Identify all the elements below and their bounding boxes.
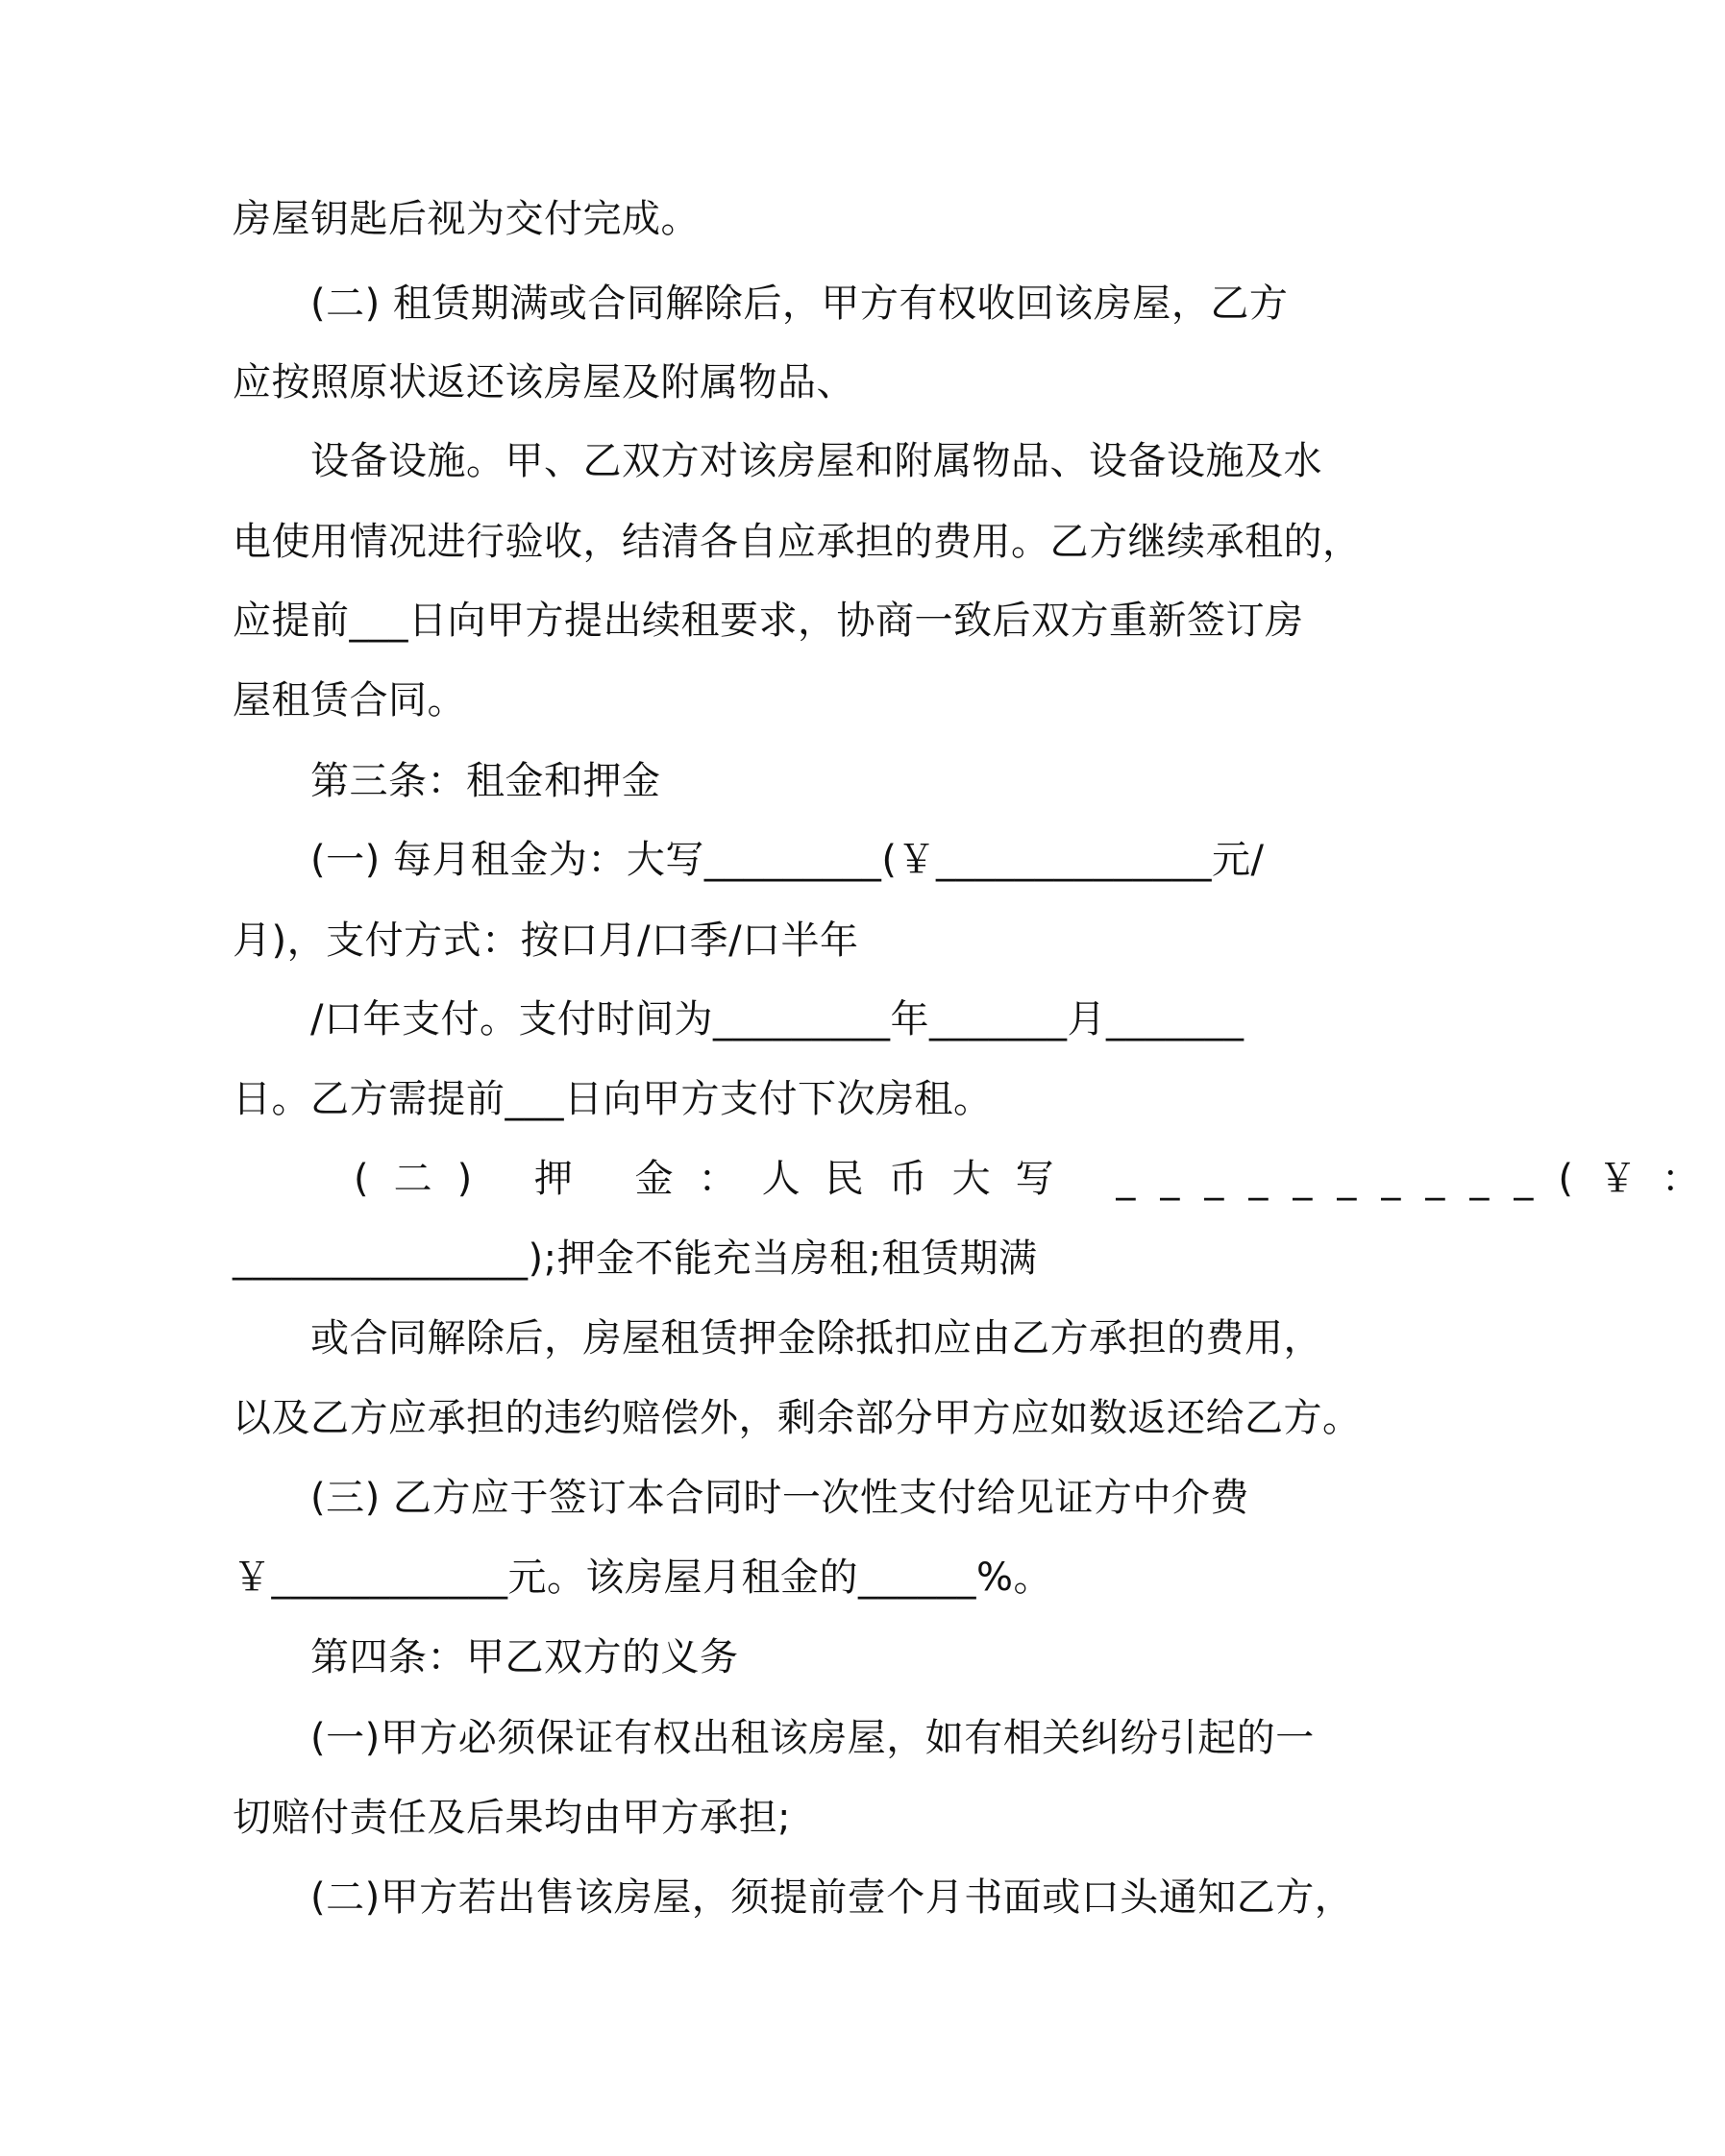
text-line: ￥____________元。该房屋月租金的______%。: [233, 1556, 1053, 1600]
clause-4-2: (二)甲方若出售该房屋，须提前壹个月书面或口头通知乙方，: [310, 1875, 1354, 1920]
text-line: 设备设施。甲、乙双方对该房屋和附属物品、设备设施及水: [310, 439, 1322, 483]
text-line: /口年支付。支付时间为_________年_______月_______: [310, 997, 1244, 1041]
article-3-heading: 第三条：租金和押金: [310, 759, 661, 803]
clause-2-2: (二) 租赁期满或合同解除后，甲方有权收回该房屋，乙方: [310, 282, 1289, 326]
clause-3-3: (三) 乙方应于签订本合同时一次性支付给见证方中介费: [310, 1476, 1249, 1520]
text-line: 房屋钥匙后视为交付完成。: [233, 197, 700, 241]
text-line: 应按照原状返还该房屋及附属物品、: [233, 360, 855, 404]
text-line: 日。乙方需提前___日向甲方支付下次房租。: [233, 1077, 993, 1121]
clause-4-1: (一)甲方必须保证有权出租该房屋，如有相关纠纷引起的一: [310, 1716, 1315, 1760]
text-line: 屋租赁合同。: [233, 678, 466, 723]
text-line: 应提前___日向甲方提出续租要求，协商一致后双方重新签订房: [233, 599, 1304, 643]
text-line: 以及乙方应承担的违约赔偿外，剩余部分甲方应如数返还给乙方。: [233, 1396, 1362, 1440]
clause-3-2: (二) 押 金：人民币大写 __________(￥：: [354, 1157, 1725, 1201]
text-line: 电使用情况进行验收，结清各自应承担的费用。乙方继续承租的，: [233, 520, 1362, 564]
text-line: _______________);押金不能充当房租;租赁期满: [233, 1237, 1038, 1281]
clause-3-1: (一) 每月租金为：大写_________(￥______________元/: [310, 838, 1265, 882]
text-line: 切赔付责任及后果均由甲方承担;: [233, 1796, 791, 1840]
text-line: 或合同解除后，房屋租赁押金除抵扣应由乙方承担的费用，: [310, 1316, 1322, 1360]
text-line: 月)，支付方式：按口月/口季/口半年: [233, 919, 859, 963]
article-4-heading: 第四条：甲乙双方的义务: [310, 1635, 739, 1679]
